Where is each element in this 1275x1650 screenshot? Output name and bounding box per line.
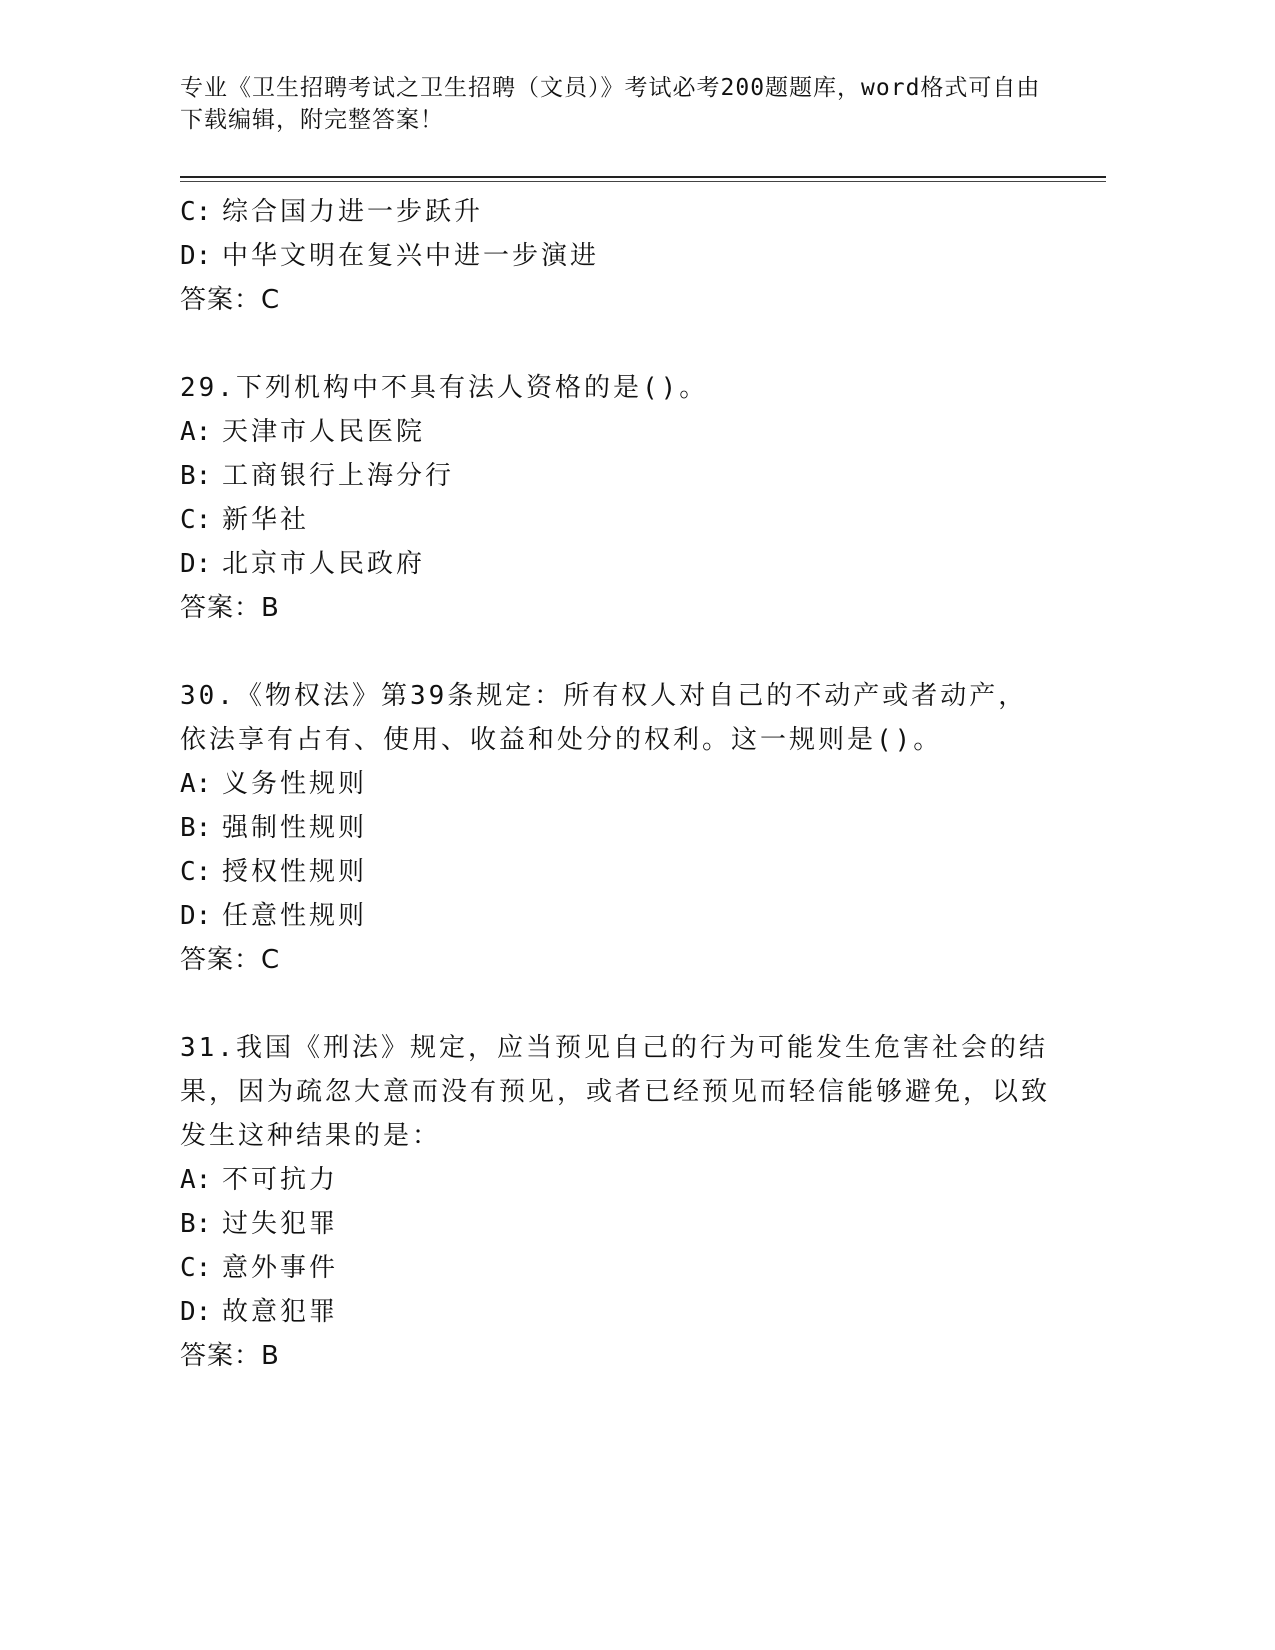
option-b bbox=[180, 454, 1050, 498]
option-b bbox=[180, 1202, 1050, 1246]
option-c bbox=[180, 1246, 1050, 1290]
option-letter: A: bbox=[180, 769, 212, 799]
option-text: 北京市人民政府 bbox=[222, 549, 426, 579]
option-letter: C: bbox=[180, 857, 212, 887]
option-text: 不可抗力 bbox=[222, 1165, 339, 1195]
option-a bbox=[180, 1158, 1050, 1202]
option-letter: C: bbox=[180, 1253, 212, 1283]
option-a bbox=[180, 410, 1050, 454]
option-letter: B: bbox=[180, 813, 212, 843]
question-stem: 31.我国《刑法》规定，应当预见自己的行为可能发生危害社会的结果，因为疏忽大意而没有预见，或者已经预见而轻信能够避免，以致发生这种结果的是： bbox=[180, 1033, 1051, 1151]
header-divider-thin bbox=[180, 181, 1106, 182]
question-30 bbox=[180, 674, 1050, 982]
option-text: 强制性规则 bbox=[222, 813, 368, 843]
header-divider-thick bbox=[180, 176, 1106, 178]
option-d bbox=[180, 894, 1050, 938]
option-letter: C: bbox=[180, 505, 212, 535]
option-text: 综合国力进一步跃升 bbox=[222, 197, 484, 227]
question-29 bbox=[180, 366, 1050, 630]
document-header: 专业《卫生招聘考试之卫生招聘（文员）》考试必考200题题库，word格式可自由下载编辑，附完整答案！ bbox=[180, 75, 1041, 133]
option-text: 任意性规则 bbox=[222, 901, 368, 931]
option-c bbox=[180, 498, 1050, 542]
option-letter: B: bbox=[180, 461, 212, 491]
question-31 bbox=[180, 1026, 1050, 1378]
answer-line: 答案：C bbox=[180, 945, 281, 975]
option-b bbox=[180, 806, 1050, 850]
option-c bbox=[180, 190, 1050, 234]
answer-line: 答案：B bbox=[180, 593, 280, 623]
option-text: 过失犯罪 bbox=[222, 1209, 339, 1239]
option-text: 意外事件 bbox=[222, 1253, 339, 1283]
question-stem: 29.下列机构中不具有法人资格的是()。 bbox=[180, 373, 709, 403]
option-text: 中华文明在复兴中进一步演进 bbox=[222, 241, 600, 271]
option-letter: B: bbox=[180, 1209, 212, 1239]
option-a bbox=[180, 762, 1050, 806]
option-text: 工商银行上海分行 bbox=[222, 461, 455, 491]
option-c bbox=[180, 850, 1050, 894]
option-d bbox=[180, 542, 1050, 586]
option-letter: A: bbox=[180, 1165, 212, 1195]
option-text: 授权性规则 bbox=[222, 857, 368, 887]
option-letter: C: bbox=[180, 197, 212, 227]
option-text: 新华社 bbox=[222, 505, 310, 535]
answer-line: 答案：C bbox=[180, 285, 281, 315]
option-letter: D: bbox=[180, 901, 212, 931]
option-letter: A: bbox=[180, 417, 212, 447]
option-text: 故意犯罪 bbox=[222, 1297, 339, 1327]
option-d bbox=[180, 234, 1050, 278]
option-letter: D: bbox=[180, 549, 212, 579]
answer-line: 答案：B bbox=[180, 1341, 280, 1371]
question-content bbox=[180, 190, 1050, 1378]
option-letter: D: bbox=[180, 1297, 212, 1327]
option-d bbox=[180, 1290, 1050, 1334]
option-text: 天津市人民医院 bbox=[222, 417, 426, 447]
option-letter: D: bbox=[180, 241, 212, 271]
question-stem: 30.《物权法》第39条规定：所有权人对自己的不动产或者动产，依法享有占有、使用、收益和处分的权利。这一规则是()。 bbox=[180, 681, 1028, 755]
question-28-partial bbox=[180, 190, 1050, 322]
option-text: 义务性规则 bbox=[222, 769, 368, 799]
